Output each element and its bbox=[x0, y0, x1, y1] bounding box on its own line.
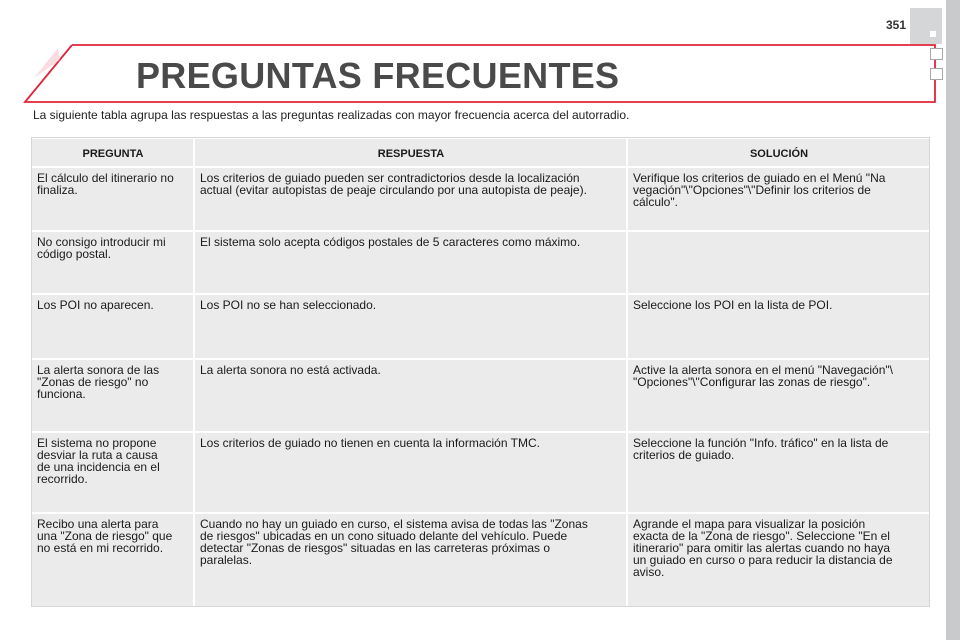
question-text: La alerta sonora de las "Zonas de riesgo" no funciona. bbox=[37, 363, 160, 401]
solution-text: Verifique los criterios de guiado en el Menú "Na vegación"\"Opciones"\"Definir los criterios de cálculo". bbox=[633, 171, 886, 209]
answer-cell bbox=[195, 360, 626, 431]
question-cell bbox=[32, 433, 193, 512]
header-respuesta: RESPUESTA bbox=[195, 139, 626, 166]
table-row bbox=[32, 231, 929, 293]
answer-text: El sistema solo acepta códigos postales de 5 caracteres como máximo. bbox=[200, 235, 581, 249]
page-title: PREGUNTAS FRECUENTES bbox=[136, 55, 620, 96]
question-cell bbox=[32, 168, 193, 230]
table-row bbox=[32, 432, 929, 512]
solution-cell bbox=[628, 360, 929, 431]
side-strip bbox=[946, 0, 960, 640]
solution-text: Agrande el mapa para visualizar la posición exacta de la "Zona de riesgo". Seleccione "En el itinerario" para omitir las alertas cuando no haya un guiado en curso o para reducir la distancia de aviso. bbox=[633, 517, 893, 579]
question-cell bbox=[32, 232, 193, 293]
question-cell bbox=[32, 514, 193, 606]
table-row bbox=[32, 513, 929, 606]
answer-cell bbox=[195, 514, 626, 606]
solution-text: Active la alerta sonora en el menú "Navegación"\ "Opciones"\"Configurar las zonas de riesgo". bbox=[633, 363, 893, 389]
answer-cell bbox=[195, 232, 626, 293]
question-text: Los POI no aparecen. bbox=[37, 298, 154, 312]
intro-text: La siguiente tabla agrupa las respuestas a las preguntas realizadas con mayor frecuencia acerca del autorradio. bbox=[33, 108, 630, 122]
solution-text: Seleccione la función "Info. tráfico" en la lista de criterios de guiado. bbox=[633, 436, 889, 462]
question-cell bbox=[32, 295, 193, 358]
answer-text: Los POI no se han seleccionado. bbox=[200, 298, 377, 312]
answer-text: La alerta sonora no está activada. bbox=[200, 363, 381, 377]
answer-text: Los criterios de guiado pueden ser contradictorios desde la localización actual (evitar autopistas de peaje circulando por una autopista de peaje). bbox=[200, 171, 587, 197]
faq-table bbox=[31, 137, 930, 607]
table-row bbox=[32, 167, 929, 230]
question-text: Recibo una alerta para una "Zona de riesgo" que no está en mi recorrido. bbox=[37, 517, 173, 555]
title-banner bbox=[0, 0, 960, 110]
answer-text: Los criterios de guiado no tienen en cuenta la información TMC. bbox=[200, 436, 540, 450]
corner-tab-marker bbox=[930, 31, 936, 37]
answer-cell bbox=[195, 433, 626, 512]
answer-text: Cuando no hay un guiado en curso, el sistema avisa de todas las "Zonas de riesgos" ubicadas en un cono situado delante del vehículo. Puede detectar "Zonas de riesgos" situadas en las carreteras próximas o paralelas. bbox=[200, 517, 588, 567]
header-solucion: SOLUCIÓN bbox=[628, 139, 929, 166]
solution-cell bbox=[628, 232, 929, 293]
side-checkbox-2[interactable] bbox=[930, 68, 943, 80]
solution-cell bbox=[628, 168, 929, 230]
table-row bbox=[32, 359, 929, 431]
side-checkbox-1[interactable] bbox=[930, 48, 943, 60]
question-text: El sistema no propone desviar la ruta a causa de una incidencia en el recorrido. bbox=[37, 436, 160, 486]
question-text: No consigo introducir mi código postal. bbox=[37, 235, 166, 261]
solution-cell bbox=[628, 514, 929, 606]
solution-text: Seleccione los POI en la lista de POI. bbox=[633, 298, 833, 312]
corner-tab bbox=[910, 8, 942, 44]
header-pregunta: PREGUNTA bbox=[32, 139, 193, 166]
page-number: 351 bbox=[885, 18, 906, 32]
solution-cell bbox=[628, 433, 929, 512]
solution-cell bbox=[628, 295, 929, 358]
answer-cell bbox=[195, 168, 626, 230]
table-header-row bbox=[32, 138, 929, 166]
answer-cell bbox=[195, 295, 626, 358]
table-row bbox=[32, 294, 929, 358]
question-cell bbox=[32, 360, 193, 431]
question-text: El cálculo del itinerario no finaliza. bbox=[37, 171, 174, 197]
